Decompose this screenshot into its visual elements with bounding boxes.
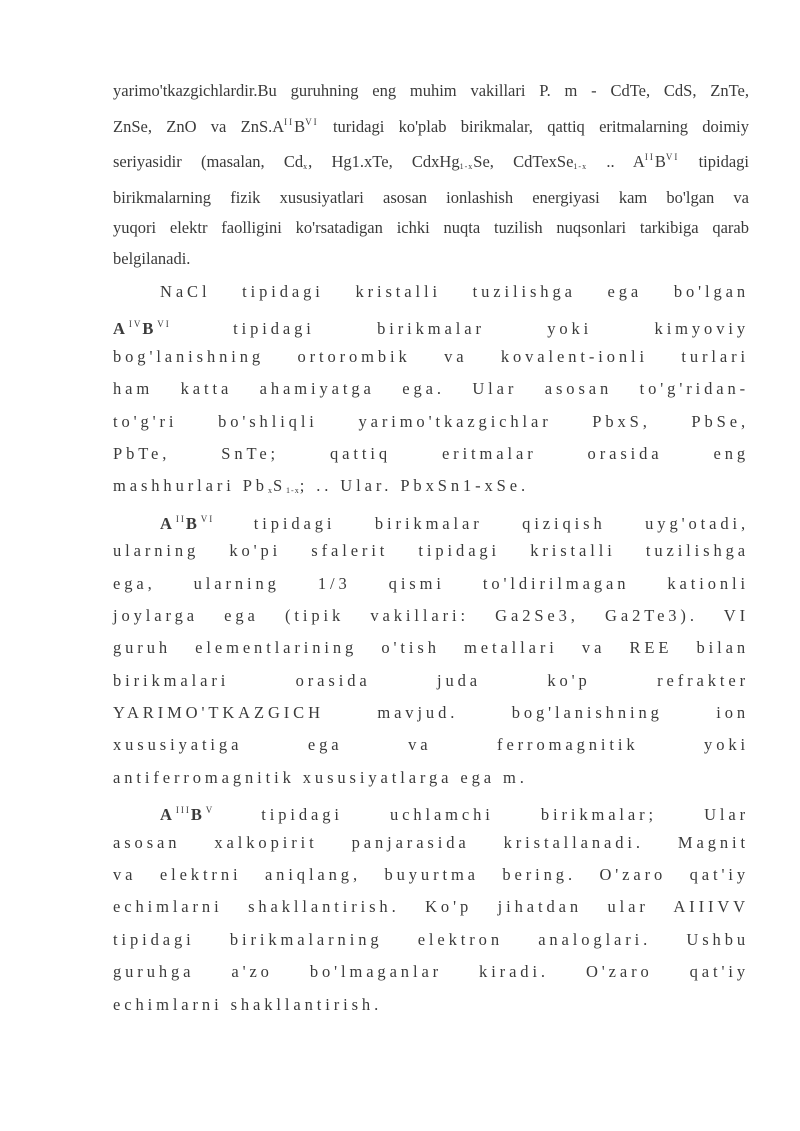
paragraph-2 — [113, 276, 749, 503]
text-line: antiferromagnitik xususiyatlarga ega m. — [113, 767, 528, 787]
text-line: NaCl tipidagi kristalli tuzilishga ega bo'lgan — [160, 282, 749, 301]
text-line: birikmalarning fizik xususiyatlari asosan ionlashish energiyasi kam bo'lgan va — [113, 187, 749, 207]
document-page — [113, 76, 749, 1021]
text-line: birikmalari orasida juda ko'p refrakter — [113, 670, 749, 690]
text-line: PbTe, SnTe; qattiq eritmalar orasida eng — [113, 443, 749, 463]
text-line: yarimo'tkazgichlardir.Bu guruhning eng muhim vakillari P. m - CdTe, CdS, ZnTe, — [113, 81, 749, 100]
text-line: $A^{II}B^{VI}$ tipidagi birikmalar qiziqish uyg'otadi, — [160, 513, 749, 533]
paragraph-3 — [113, 503, 749, 795]
text-line: belgilanadi. — [113, 248, 191, 268]
text-line: va elektrni aniqlang, buyurtma bering. O'zaro qat'iy — [113, 865, 749, 885]
text-line: echimlarni shakllantirish. Ko'p jihatdan ular AIIIVV — [113, 897, 749, 917]
text-line: guruhga a'zo bo'lmaganlar kiradi. O'zaro qat'iy — [113, 962, 749, 982]
text-line: ZnSe, ZnO va $ZnS.A^{II}B^{VI}$ turidagi ko'plab birikmalar, qattiq eritmalarning doimiy — [113, 116, 749, 136]
text-line: to'g'ri bo'shliqli yarimo'tkazgichlar PbxS, PbSe, — [113, 411, 749, 431]
text-line: $A^{III}B^V$ tipidagi uchlamchi birikmalar; Ular — [160, 805, 749, 825]
text-line: mashhurlari $Pb_xS_{1-x}$; .. Ular. PbxSn1-xSe. — [113, 476, 529, 496]
text-line: ham katta ahamiyatga ega. Ular asosan to'g'ridan- — [113, 379, 749, 399]
paragraph-1 — [113, 76, 749, 274]
text-line: joylarga ega (tipik vakillari: Ga2Se3, Ga2Te3). VI — [113, 605, 749, 625]
text-line: asosan xalkopirit panjarasida kristallanadi. Magnit — [113, 832, 749, 852]
text-line: tipidagi birikmalarning elektron analoglari. Ushbu — [113, 929, 749, 949]
text-line: seriyasidir (masalan, $Cd_x$, Hg1.xTe, CdxHg$_{1-x}$Se, CdTexSe$_{1-x}$ .. $A^{II}B^{VI}$ tipidagi — [113, 152, 749, 171]
text-line: echimlarni shakllantirish. — [113, 994, 383, 1014]
text-line: YARIMO'TKAZGICH mavjud. bog'lanishning ion — [113, 703, 749, 723]
text-line: xususiyatiga ega va ferromagnitik yoki — [113, 735, 749, 755]
text-line: guruh elementlarining o'tish metallari va REE bilan — [113, 638, 749, 658]
text-line: ularning ko'pi sfalerit tipidagi kristalli tuzilishga — [113, 541, 749, 561]
text-line: bog'lanishning ortorombik va kovalent-ionli turlari — [113, 346, 749, 366]
text-line: ega, ularning 1/3 qismi to'ldirilmagan kationli — [113, 573, 749, 593]
paragraph-4 — [113, 794, 749, 1021]
text-line: yuqori elektr faolligini ko'rsatadigan ichki nuqta tuzilish nuqsonlari tarkibiga qarab — [113, 218, 749, 237]
text-line: $A^{IV}B^{VI}$ tipidagi birikmalar yoki kimyoviy — [113, 319, 749, 339]
